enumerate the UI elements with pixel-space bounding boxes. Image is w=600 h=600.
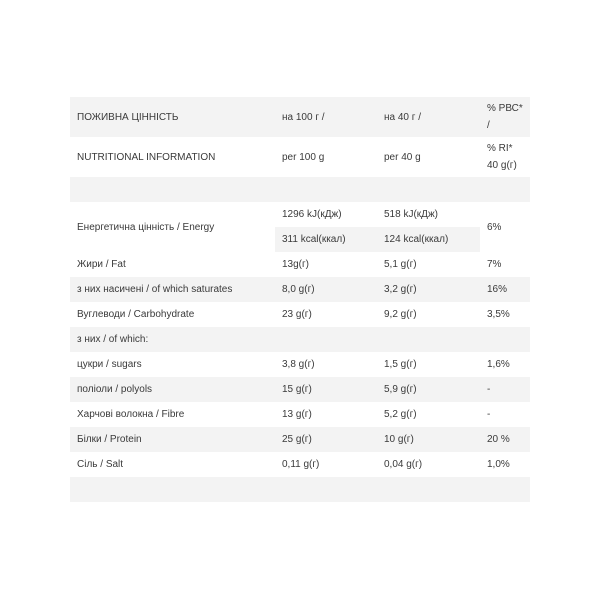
value-per-100g: 23 g(г): [275, 302, 377, 327]
table-row: [70, 452, 530, 477]
spacer-row: [70, 477, 530, 502]
nutrient-name: з них / of which:: [70, 327, 275, 352]
header-row-en: [70, 137, 530, 177]
header-ri-line2: 40 g(г): [487, 160, 517, 171]
value-ri: -: [480, 377, 530, 402]
nutrition-table-container: [70, 97, 530, 502]
value-per-100g: 3,8 g(г): [275, 352, 377, 377]
nutrient-name: Харчові волокна / Fibre: [70, 402, 275, 427]
header-per-100g: per 100 g: [275, 137, 377, 177]
nutrient-name: цукри / sugars: [70, 352, 275, 377]
value-ri: 3,5%: [480, 302, 530, 327]
header-per-40g: per 40 g: [377, 137, 480, 177]
value-per-40g: 5,1 g(г): [377, 252, 480, 277]
value-ri: 1,0%: [480, 452, 530, 477]
table-row: [70, 252, 530, 277]
energy-ri: 6%: [480, 202, 530, 252]
value-per-100g: 25 g(г): [275, 427, 377, 452]
table-row: [70, 352, 530, 377]
table-row: [70, 302, 530, 327]
energy-kj-per-100g: 1296 kJ(кДж): [275, 202, 377, 227]
value-ri: 20 %: [480, 427, 530, 452]
nutrition-table: [70, 97, 530, 502]
header-ri: [480, 137, 530, 177]
nutrient-name: Вуглеводи / Carbohydrate: [70, 302, 275, 327]
value-per-100g: 15 g(г): [275, 377, 377, 402]
table-row: [70, 327, 530, 352]
header-per-100g: на 100 г /: [275, 97, 377, 137]
header-ri: [480, 97, 530, 137]
energy-kcal-per-40g: 124 kcal(ккал): [377, 227, 480, 252]
table-row: [70, 377, 530, 402]
nutrient-name: поліоли / polyols: [70, 377, 275, 402]
value-ri: -: [480, 402, 530, 427]
spacer-row: [70, 177, 530, 202]
value-ri: 7%: [480, 252, 530, 277]
value-per-100g: 13 g(г): [275, 402, 377, 427]
table-row: [70, 277, 530, 302]
nutrient-name: Білки / Protein: [70, 427, 275, 452]
header-per-40g: на 40 г /: [377, 97, 480, 137]
header-ri-line1: % RI*: [487, 143, 513, 154]
header-ri-line2: /: [487, 120, 490, 131]
header-nutrient-label: ПОЖИВНА ЦІННІСТЬ: [70, 97, 275, 137]
value-per-40g: 1,5 g(г): [377, 352, 480, 377]
header-row-ua: [70, 97, 530, 137]
header-nutrient-label: NUTRITIONAL INFORMATION: [70, 137, 275, 177]
value-ri: 1,6%: [480, 352, 530, 377]
nutrient-name: Сіль / Salt: [70, 452, 275, 477]
value-ri: 16%: [480, 277, 530, 302]
energy-kcal-per-100g: 311 kcal(ккал): [275, 227, 377, 252]
nutrient-name: з них насичені / of which saturates: [70, 277, 275, 302]
value-per-40g: 10 g(г): [377, 427, 480, 452]
value-per-40g: 0,04 g(г): [377, 452, 480, 477]
table-row: [70, 402, 530, 427]
value-per-100g: 8,0 g(г): [275, 277, 377, 302]
value-per-40g: 3,2 g(г): [377, 277, 480, 302]
value-per-40g: 5,2 g(г): [377, 402, 480, 427]
value-per-40g: 5,9 g(г): [377, 377, 480, 402]
nutrient-name: Енергетична цінність / Energy: [70, 202, 275, 252]
header-ri-line1: % РВС*: [487, 103, 523, 114]
value-per-100g: 13g(г): [275, 252, 377, 277]
nutrient-name: Жири / Fat: [70, 252, 275, 277]
table-row: [70, 427, 530, 452]
energy-kj-per-40g: 518 kJ(кДж): [377, 202, 480, 227]
energy-row: [70, 202, 530, 227]
value-per-40g: 9,2 g(г): [377, 302, 480, 327]
value-per-100g: 0,11 g(г): [275, 452, 377, 477]
